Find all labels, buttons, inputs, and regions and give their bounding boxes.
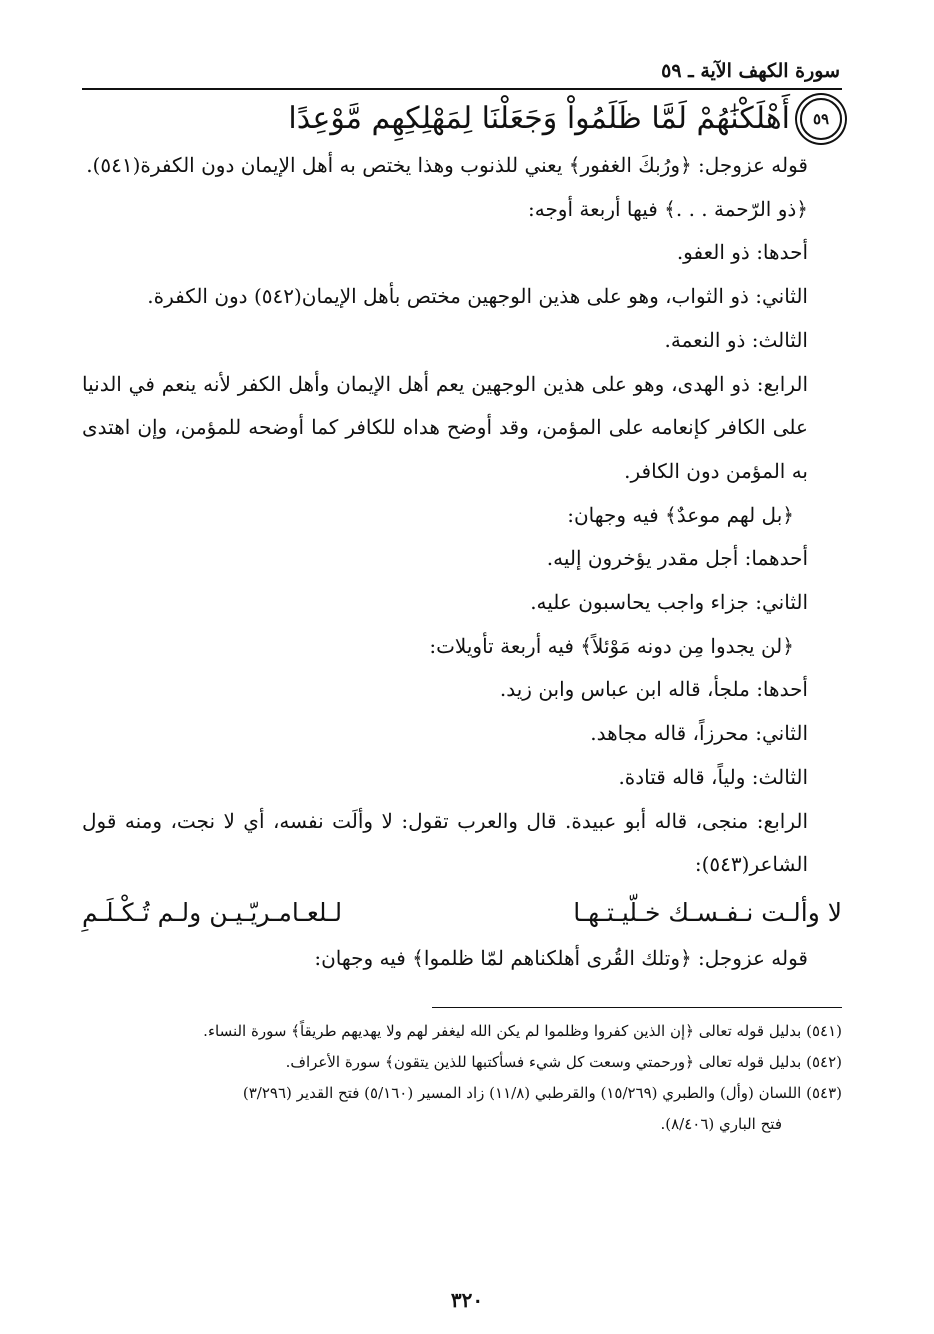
running-header	[82, 60, 842, 82]
footnote-rule	[432, 1007, 842, 1008]
footnote: (٥٤٣) اللسان (وأل) والطبري (١٥/٢٦٩) والقرطبي (١١/٨) زاد المسير (٥/١٦٠) فتح القدير (٣/٢٩٦)	[242, 1083, 842, 1102]
paragraph: الثاني: جزاء واجب يحاسبون عليه.	[530, 590, 808, 615]
paragraph: أحدها: ذو العفو.	[676, 240, 808, 265]
quran-verse	[82, 96, 842, 142]
paragraph: ﴿لن يجدوا مِن دونه مَوْئلاً﴾ فيه أربعة تأويلات:	[429, 633, 794, 658]
verse-text: أَهْلَكْنَٰهُمْ لَمَّا ظَلَمُواْ وَجَعَلْنَا لِمَهْلِكِهِم مَّوْعِدًا	[288, 101, 790, 136]
paragraph: الثاني: محرزاً، قاله مجاهد.	[590, 721, 808, 746]
running-title: سورة الكهف الآية ـ ٥٩	[661, 60, 840, 82]
commentary-body	[82, 144, 842, 981]
footnotes	[82, 1016, 842, 1140]
paragraph: الرابع: ذو الهدى، وهو على هذين الوجهين يعم أهل الإيمان وأهل الكفر لأنه ينعم في الدنيا على الكافر كإنعامه على المؤمن، وقد أوضح هداه للكافر كما أوضحه للمؤمن، وإن اهتدى به المؤمن دون الكافر.	[82, 371, 809, 483]
paragraph: الرابع: منجى، قاله أبو عبيدة. قال والعرب تقول: لا وألَت نفسه، أي لا نجت، ومنه قول الشاعر(٥٤٣):	[82, 808, 809, 877]
page	[82, 60, 842, 1140]
ayah-number-icon: ٥٩	[800, 98, 842, 140]
paragraph: ﴿ذو الرّحمة . . .﴾ فيها أربعة أوجه:	[527, 196, 808, 221]
closing-paragraph: قوله عزوجل: ﴿وتلك القُرى أهلكناهم لمّا ظلموا﴾ فيه وجهان:	[314, 945, 808, 970]
paragraph: أحدهما: أجل مقدر يؤخرون إليه.	[546, 546, 808, 571]
paragraph: قوله عزوجل: ﴿ورُبكَ الغفور﴾ يعني للذنوب وهذا يختص به أهل الإيمان دون الكفرة(٥٤١).	[86, 153, 808, 177]
poem-verse	[82, 889, 842, 937]
paragraph: أحدها: ملجأ، قاله ابن عباس وابن زيد.	[499, 677, 808, 702]
footnote-continuation: فتح الباري (٨/٤٠٦).	[660, 1114, 782, 1133]
paragraph: الثاني: ذو الثواب، وهو على هذين الوجهين مختص بأهل الإيمان(٥٤٢) دون الكفرة.	[147, 284, 808, 309]
paragraph: الثالث: ولياً، قاله قتادة.	[618, 764, 808, 789]
poem-second-hemistich: لـلعـامـريّـيـن ولـم تُـكْـلَـمِ	[82, 897, 343, 927]
footnote: (٥٤١) بدليل قوله تعالى ﴿إن الذين كفروا وظلموا لم يكن الله ليغفر لهم ولا يهديهم طريقاً﴾ سورة النساء.	[203, 1021, 842, 1040]
poem-first-hemistich: لا وألـت نـفـسـك خـلّيـتـهـا	[573, 897, 842, 927]
footnote: (٥٤٢) بدليل قوله تعالى ﴿ورحمتي وسعت كل شيء فسأكتبها للذين يتقون﴾ سورة الأعراف.	[285, 1052, 842, 1071]
page-number: ٣٢٠	[450, 1288, 484, 1312]
paragraph: ﴿بل لهم موعدٌ﴾ فيه وجهان:	[567, 502, 794, 527]
header-rule	[82, 88, 842, 90]
paragraph: الثالث: ذو النعمة.	[664, 327, 808, 352]
